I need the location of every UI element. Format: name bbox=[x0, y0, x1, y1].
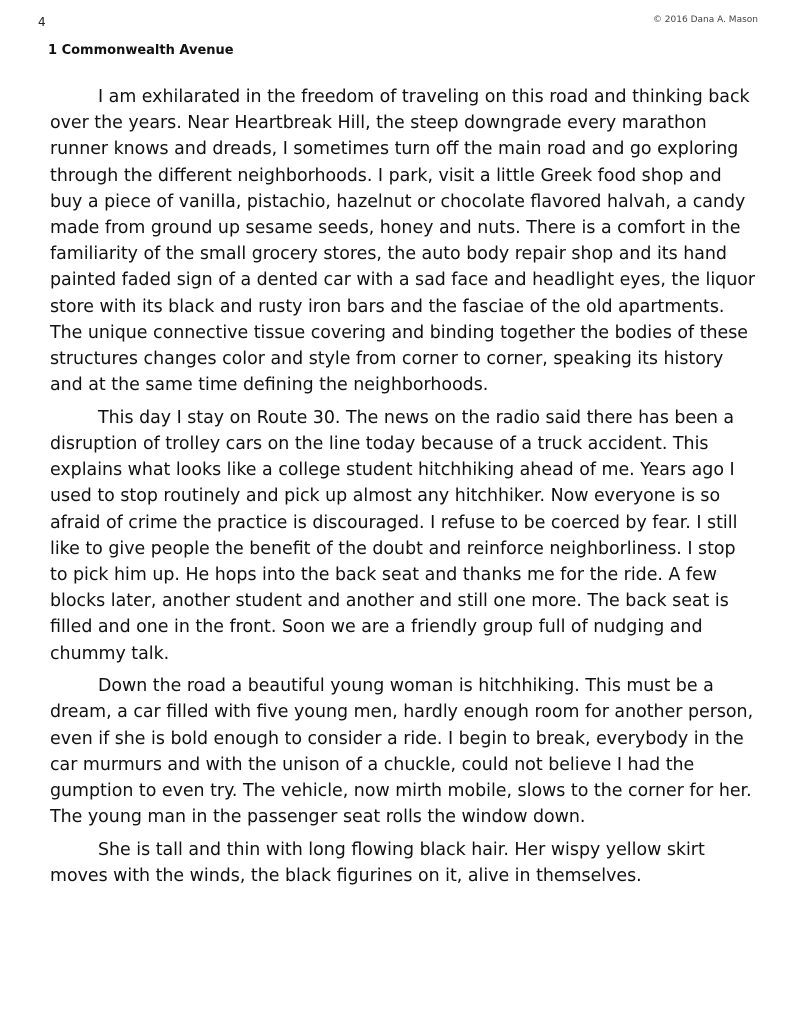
page-number: 4 bbox=[38, 15, 46, 29]
copyright-notice: © 2016 Dana A. Mason bbox=[652, 15, 758, 25]
paragraph: I am exhilarated in the freedom of traveling on this road and thinking back over the years. Near Heartbreak Hill, the steep downgrade every marathon runner knows and dreads, I sometimes turn off the main road and go exploring through the different neighborhoods. I park, visit a little Greek food shop and buy a piece of vanilla, pistachio, hazelnut or chocolate flavored halvah, a candy made from ground up sesame seeds, honey and nuts. There is a comfort in the familiarity of the small grocery stores, the auto body repair shop and its hand painted faded sign of a dented car with a sad face and headlight eyes, the liquor store with its black and rusty iron bars and the fasciae of the old apartments. The unique connective tissue covering and binding together the bodies of these structures changes color and style from corner to corner, speaking its history and at the same time defining the neighborhoods. bbox=[50, 87, 755, 396]
body-text bbox=[50, 84, 756, 896]
running-title: 1 Commonwealth Avenue bbox=[48, 43, 234, 58]
paragraph: Down the road a beautiful young woman is hitchhiking. This must be a dream, a car filled with five young men, hardly enough room for another person, even if she is bold enough to consider a ride. I begin to break, everybody in the car murmurs and with the unison of a chuckle, could not believe I had the gumption to even try. The vehicle, now mirth mobile, slows to the corner for her. The young man in the passenger seat rolls the window down. bbox=[50, 676, 754, 828]
paragraph: This day I stay on Route 30. The news on the radio said there has been a disruption of trolley cars on the line today because of a truck accident. This explains what looks like a college student hitchhiking ahead of me. Years ago I used to stop routinely and pick up almost any hitchhiker. Now everyone is so afraid of crime the practice is discouraged. I refuse to be coerced by fear. I still like to give people the benefit of the doubt and reinforce neighborliness. I stop to pick him up. He hops into the back seat and thanks me for the ride. A few blocks later, another student and another and still one more. The back seat is filled and one in the front. Soon we are a friendly group full of nudging and chummy talk. bbox=[50, 407, 738, 664]
paragraph: She is tall and thin with long flowing black hair. Her wispy yellow skirt moves with the winds, the black figurines on it, alive in themselves. bbox=[50, 839, 705, 887]
